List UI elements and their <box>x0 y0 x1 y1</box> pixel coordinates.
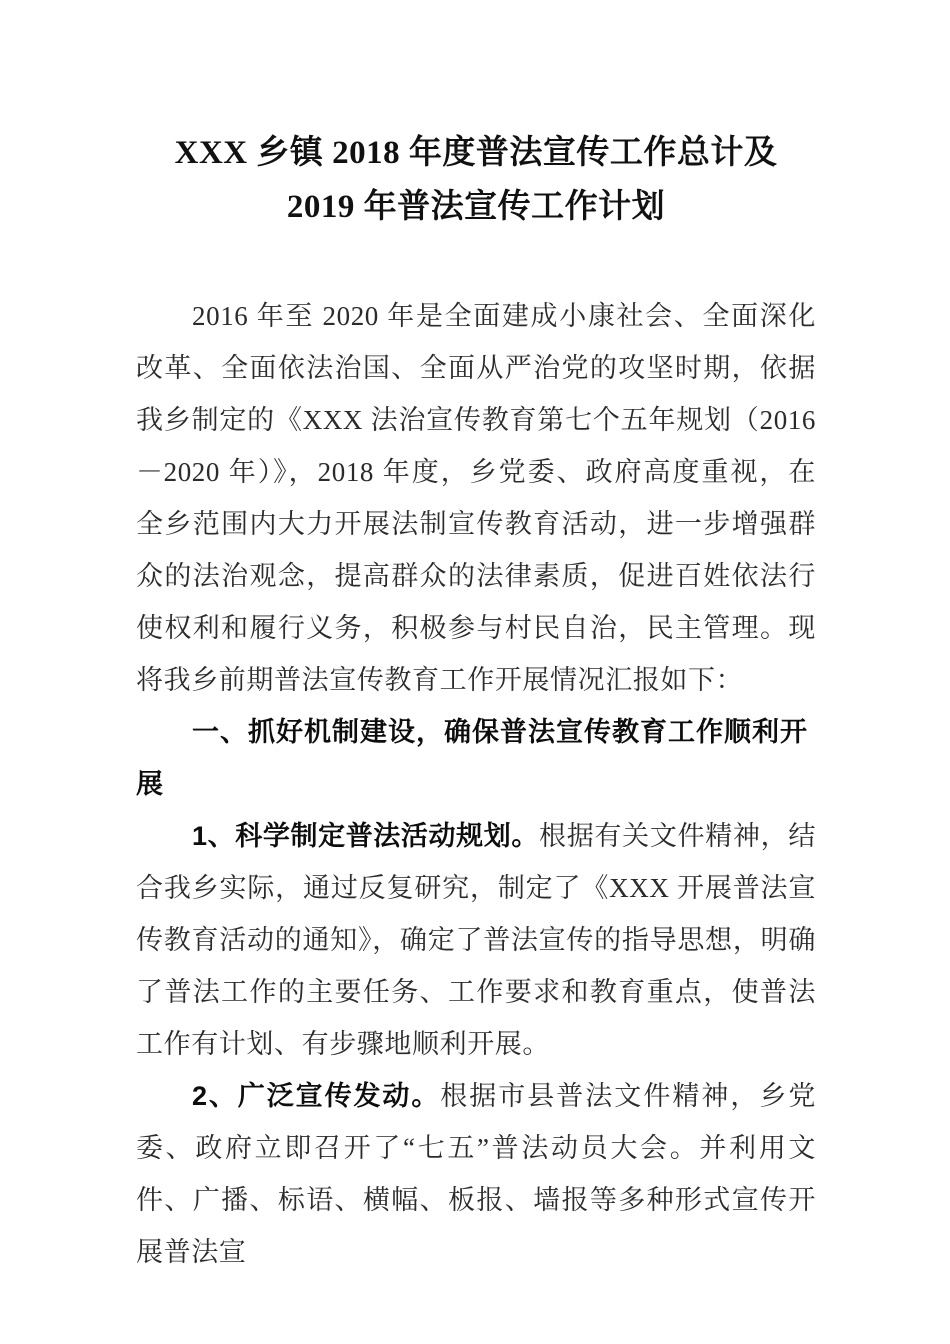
document-content <box>136 0 816 1278</box>
section-heading-1: 一、抓好机制建设，确保普法宣传教育工作顺利开展 <box>136 717 808 799</box>
document-body <box>136 290 816 1278</box>
item-2-text: 根据市县普法文件精神，乡党委、政府立即召开了“七五”普法动员大会。并利用文件、广播、标语、横幅、板报、墙报等多种形式宣传开展普法宣 <box>136 1081 816 1267</box>
paragraph-intro: 2016 年至 2020 年是全面建成小康社会、全面深化改革、全面依法治国、全面从严治党的攻坚时期，依据我乡制定的《XXX 法治宣传教育第七个五年规划（2016－2020 年）》，2018 年度，乡党委、政府高度重视，在全乡范围内大力开展法制宣传教育活动，进一步增强群众的法治观念，提高群众的法律素质，促进百姓依法行使权利和履行义务，积极参与村民自治，民主管理。现将我乡前期普法宣传教育工作开展情况汇报如下： <box>136 301 816 695</box>
item-1-lead: 1、科学制定普法活动规划。 <box>192 821 539 851</box>
document-title <box>136 0 816 234</box>
document-title-line-1: XXX 乡镇 2018 年度普法宣传工作总计及 <box>174 135 778 171</box>
document-title-line-2: 2019 年普法宣传工作计划 <box>286 189 666 225</box>
item-1-text: 根据有关文件精神，结合我乡实际，通过反复研究，制定了《XXX 开展普法宣传教育活动的通知》，确定了普法宣传的指导思想，明确了普法工作的主要任务、工作要求和教育重点，使普法工作有计划、有步骤地顺利开展。 <box>136 821 817 1059</box>
paragraph-item-2 <box>136 1070 816 1278</box>
item-2-lead: 2、广泛宣传发动。 <box>192 1081 441 1111</box>
paragraph-item-1 <box>136 810 816 1070</box>
